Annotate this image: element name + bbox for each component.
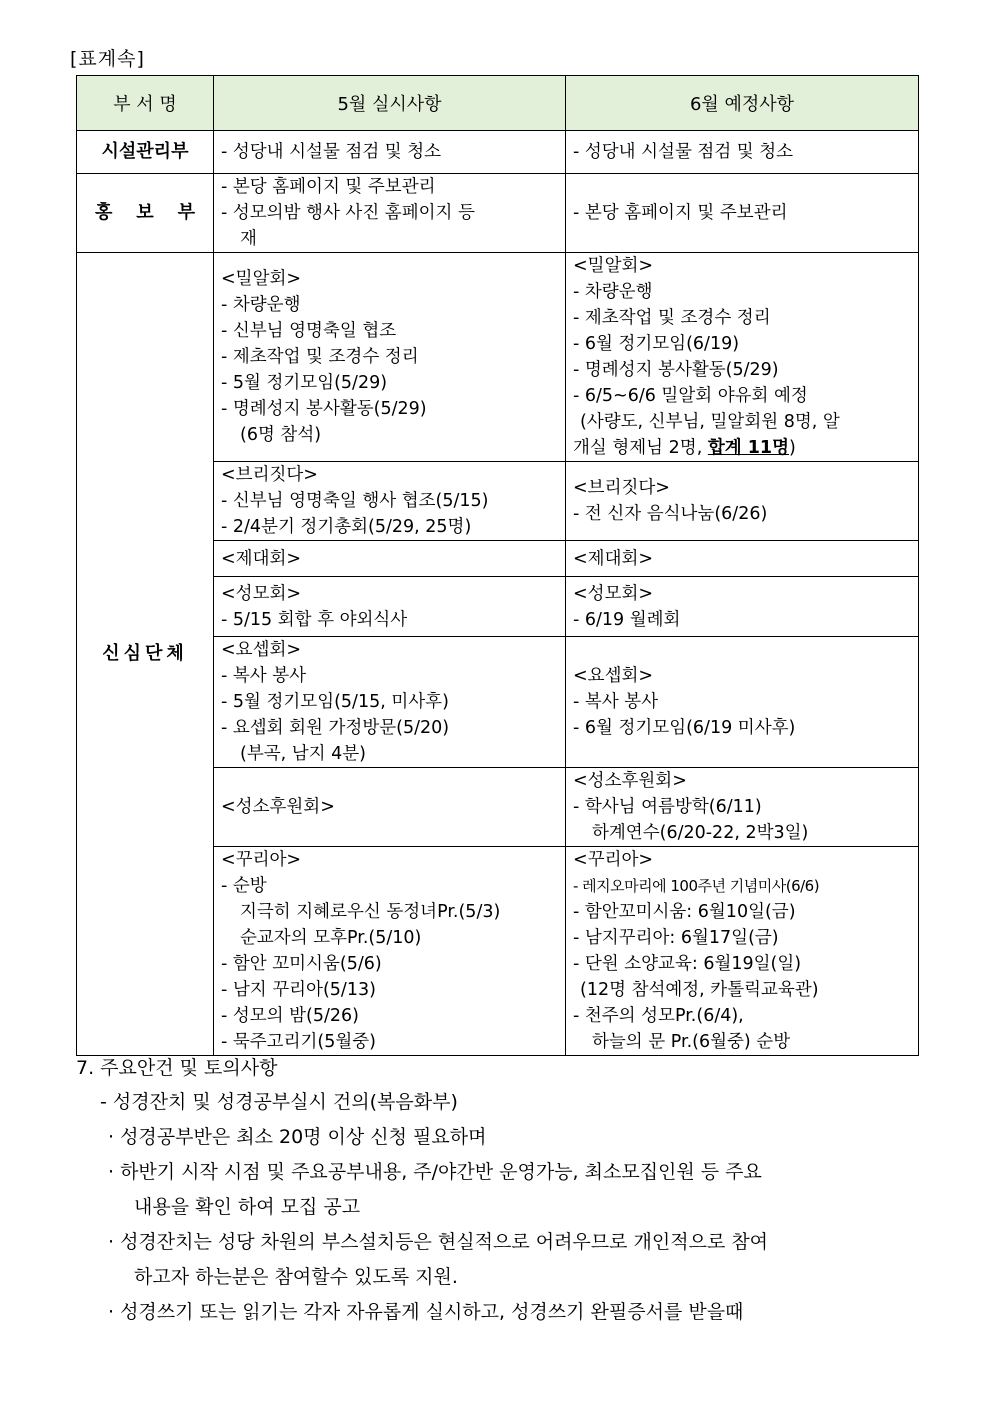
section7-line-1: - 성경잔치 및 성경공부실시 건의(복음화부) xyxy=(100,1091,458,1113)
row-milal xyxy=(77,253,919,462)
pr-may: - 본당 홈페이지 및 주보관리 - 성모의밤 행사 사진 홈페이지 등 재 xyxy=(214,174,566,253)
section7-line-5: · 성경잔치는 성당 차원의 부스설치등은 현실적으로 어려우므로 개인적으로 참여 xyxy=(108,1231,769,1253)
section7-line-7: · 성경쓰기 또는 읽기는 각자 자유롭게 실시하고, 성경쓰기 완필증서를 받을때 xyxy=(108,1301,744,1323)
continued-label: [표계속] xyxy=(70,48,145,70)
brigid-may: <브리짓다> - 신부님 영명축일 행사 협조(5/15) - 2/4분기 정기총회(5/29, 25명) xyxy=(214,462,566,541)
seminary-june: <성소후원회> - 학사님 여름방학(6/11) 하계연수(6/20-22, 2박3일) xyxy=(566,768,919,847)
curia-june: <꾸리아> - 레지오마리에 100주년 기념미사(6/6) - 함안꼬미시움: 6월10일(금) - 남지꾸리아: 6월17일(금) - 단원 소양교육: 6월19일(일) (12명 참석예정, 카톨릭교육관) - 천주의 성모Pr.(6/4), 하늘의 문 Pr.(6월중) 순방 xyxy=(566,847,919,1056)
pr-june: - 본당 홈페이지 및 주보관리 xyxy=(566,174,919,253)
milal-june: <밀알회> - 차량운행 - 제초작업 및 조경수 정리 - 6월 정기모임(6/19) - 명례성지 봉사활동(5/29) - 6/5~6/6 밀알회 야유회 예정 (사량도, 신부님, 밀알회원 8명, 알 개실 형제님 2명, 합계 11명) xyxy=(566,253,919,462)
facility-may: - 성당내 시설물 점검 및 청소 xyxy=(214,131,566,174)
header-june: 6월 예정사항 xyxy=(566,76,919,131)
section7-line-6: 하고자 하는분은 참여할수 있도록 지원. xyxy=(134,1266,458,1288)
section7-title: 7. 주요안건 및 토의사항 xyxy=(76,1057,278,1079)
mothers-june: <성모회> - 6/19 월례회 xyxy=(566,577,919,637)
dept-group: 신심단체 xyxy=(77,253,214,1056)
header-may: 5월 실시사항 xyxy=(214,76,566,131)
row-facility xyxy=(77,131,919,174)
joseph-june: <요셉회> - 복사 봉사 - 6월 정기모임(6/19 미사후) xyxy=(566,637,919,768)
section7-line-3: · 하반기 시작 시점 및 주요공부내용, 주/야간반 운영가능, 최소모집인원 등 주요 xyxy=(108,1161,762,1183)
section7-line-2: · 성경공부반은 최소 20명 이상 신청 필요하며 xyxy=(108,1126,487,1148)
altar-june: <제대회> xyxy=(566,541,919,577)
curia-may: <꾸리아> - 순방 지극히 지혜로우신 동정녀Pr.(5/3) 순교자의 모후Pr.(5/10) - 함안 꼬미시움(5/6) - 남지 꾸리아(5/13) - 성모의 밤(5/26) - 묵주고리기(5월중) xyxy=(214,847,566,1056)
milal-total: 합계 11명 xyxy=(707,438,789,458)
dept-pr: 홍 보 부 xyxy=(77,174,214,253)
joseph-may: <요셉회> - 복사 봉사 - 5월 정기모임(5/15, 미사후) - 요셉회 회원 가정방문(5/20) (부곡, 남지 4분) xyxy=(214,637,566,768)
facility-june: - 성당내 시설물 점검 및 청소 xyxy=(566,131,919,174)
altar-may: <제대회> xyxy=(214,541,566,577)
activity-table xyxy=(76,75,919,1056)
section7-line-4: 내용을 확인 하여 모집 공고 xyxy=(134,1196,361,1218)
milal-may: <밀알회> - 차량운행 - 신부님 영명축일 협조 - 제초작업 및 조경수 정리 - 5월 정기모임(5/29) - 명례성지 봉사활동(5/29) (6명 참석) xyxy=(214,253,566,462)
header-dept: 부 서 명 xyxy=(77,76,214,131)
brigid-june: <브리짓다> - 전 신자 음식나눔(6/26) xyxy=(566,462,919,541)
seminary-may: <성소후원회> xyxy=(214,768,566,847)
row-pr xyxy=(77,174,919,253)
mothers-may: <성모회> - 5/15 회합 후 야외식사 xyxy=(214,577,566,637)
table-header-row xyxy=(77,76,919,131)
dept-facility: 시설관리부 xyxy=(77,131,214,174)
